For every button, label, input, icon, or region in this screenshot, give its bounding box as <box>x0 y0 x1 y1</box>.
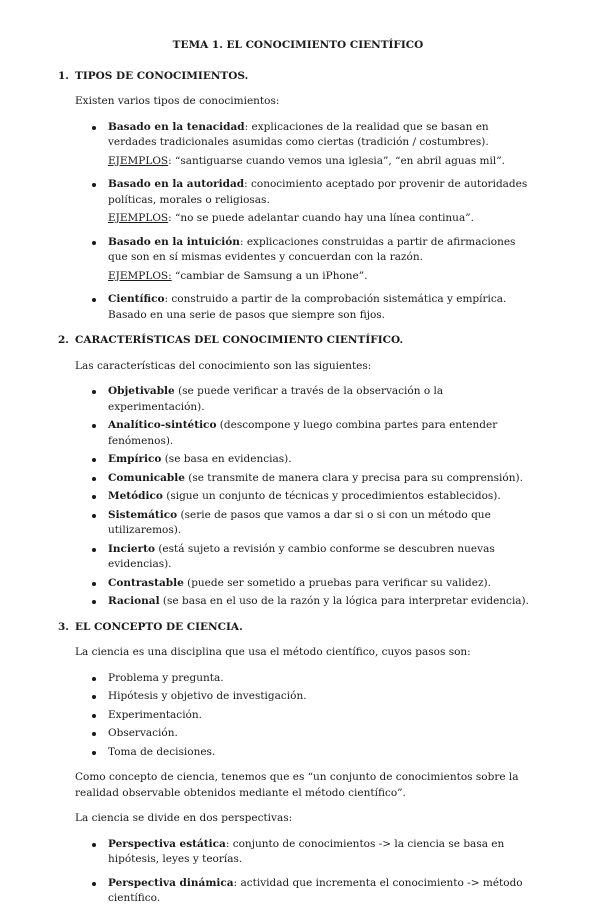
list-item: Toma de decisiones. <box>92 745 538 761</box>
definition: construido a partir de la comprobación sistemática y empírica. Basado en una serie de pasos que siempre son fijos. <box>108 293 507 321</box>
example-label: EJEMPLOS <box>108 154 169 167</box>
list-item: Comunicable (se transmite de manera clara y precisa para su comprensión). <box>92 471 538 487</box>
section-3-heading <box>58 620 538 636</box>
perspectives-list <box>58 837 538 907</box>
term: Metódico <box>108 490 163 502</box>
definition: explicaciones construidas a partir de afirmaciones que son en sí mismas evidentes y concuerdan con la razón. <box>108 235 516 263</box>
definition: conocimiento aceptado por provenir de autoridades políticas, morales o religiosas. <box>108 178 528 206</box>
list-item: Empírico (se basa en evidencias). <box>92 452 538 468</box>
characteristics-list <box>58 384 538 610</box>
term: Comunicable <box>108 471 185 484</box>
term: Perspectiva estática <box>108 837 226 850</box>
list-item: Objetivable (se puede verificar a través de la observación o la experimentación). <box>92 384 538 415</box>
science-concept-paragraph: Como concepto de ciencia, tenemos que es “un conjunto de conocimientos sobre la realidad observable obtenidos mediante el método científico”. <box>75 771 519 799</box>
term: Objetivable <box>108 385 175 397</box>
list-item: Hipótesis y objetivo de investigación. <box>92 689 538 705</box>
section-number: 3. <box>58 620 69 633</box>
example-text: : “santiguarse cuando vemos una iglesia”, “en abril aguas mil”. <box>168 154 505 167</box>
list-item: Perspectiva estática: conjunto de conocimientos -> la ciencia se basa en hipótesis, leyes y teorías. <box>92 837 538 868</box>
term: Racional <box>108 595 160 607</box>
term: Científico <box>108 293 165 305</box>
example-label: EJEMPLOS <box>108 212 169 224</box>
section-1-intro: Existen varios tipos de conocimientos: <box>75 95 280 107</box>
list-item: Basado en la autoridad: conocimiento aceptado por provenir de autoridades políticas, morales o religiosas. EJEMPLOS: “no se puede adelantar cuando hay una línea continua”. <box>92 177 538 227</box>
list-item: Experimentación. <box>92 708 538 724</box>
example-text: : “no se puede adelantar cuando hay una línea continua”. <box>168 212 474 224</box>
example <box>108 269 538 285</box>
document-title: TEMA 1. EL CONOCIMIENTO CIENTÍFICO <box>172 39 424 51</box>
list-item: Analítico-sintético (descompone y luego combina partes para entender fenómenos). <box>92 418 538 449</box>
section-1-heading <box>58 69 538 85</box>
list-item: Racional (se basa en el uso de la razón y la lógica para interpretar evidencia). <box>92 594 538 610</box>
term: Basado en la intuición <box>108 235 240 248</box>
example-label: EJEMPLOS: <box>108 269 172 282</box>
list-item: Perspectiva dinámica: actividad que incrementa el conocimiento -> método científico. <box>92 876 538 907</box>
list-item: Basado en la tenacidad: explicaciones de la realidad que se basan en verdades tradicionales asumidas como ciertas (tradición / costumbres). EJEMPLOS: “santiguarse cuando vemos una iglesia”, “en abril aguas mil”. <box>92 120 538 170</box>
term: Contrastable <box>108 576 184 589</box>
perspectives-intro: La ciencia se divide en dos perspectivas: <box>75 812 293 824</box>
list-item: Metódico (sigue un conjunto de técnicas y procedimientos establecidos). <box>92 489 538 505</box>
section-2-heading <box>58 333 538 349</box>
example <box>108 154 538 170</box>
definition: explicaciones de la realidad que se basan en verdades tradicionales asumidas como ciertas (tradición / costumbres). <box>108 120 489 148</box>
section-title: CARACTERÍSTICAS DEL CONOCIMIENTO CIENTÍFICO. <box>75 334 404 346</box>
term: Perspectiva dinámica <box>108 876 234 889</box>
list-item: Contrastable (puede ser sometido a pruebas para verificar su validez). <box>92 576 538 592</box>
term: Basado en la autoridad <box>108 178 245 190</box>
term: Sistemático <box>108 508 178 521</box>
section-number: 1. <box>58 69 69 82</box>
list-item: Observación. <box>92 726 538 742</box>
list-item: Problema y pregunta. <box>92 671 538 687</box>
list-item: Basado en la intuición: explicaciones construidas a partir de afirmaciones que son en sí mismas evidentes y concuerdan con la razón. EJEMPLOS: “cambiar de Samsung a un iPhone”. <box>92 235 538 285</box>
section-number: 2. <box>58 334 69 346</box>
term: Analítico-sintético <box>108 419 217 431</box>
section-3-intro: La ciencia es una disciplina que usa el método científico, cuyos pasos son: <box>75 646 471 658</box>
term: Basado en la tenacidad <box>108 120 245 133</box>
method-steps-list <box>58 671 538 761</box>
example-text: “cambiar de Samsung a un iPhone”. <box>171 269 368 282</box>
section-title: EL CONCEPTO DE CIENCIA. <box>75 620 243 633</box>
list-item: Incierto (está sujeto a revisión y cambio conforme se descubren nuevas evidencias). <box>92 542 538 573</box>
knowledge-types-list <box>58 120 538 324</box>
list-item: Científico: construido a partir de la comprobación sistemática y empírica. Basado en una serie de pasos que siempre son fijos. <box>92 292 538 323</box>
list-item: Sistemático (serie de pasos que vamos a dar si o si con un método que utilizaremos). <box>92 508 538 539</box>
term: Empírico <box>108 453 162 465</box>
section-title: TIPOS DE CONOCIMIENTOS. <box>75 69 249 82</box>
example <box>108 211 538 227</box>
term: Incierto <box>108 542 155 555</box>
section-2-intro: Las características del conocimiento son las siguientes: <box>75 359 372 372</box>
